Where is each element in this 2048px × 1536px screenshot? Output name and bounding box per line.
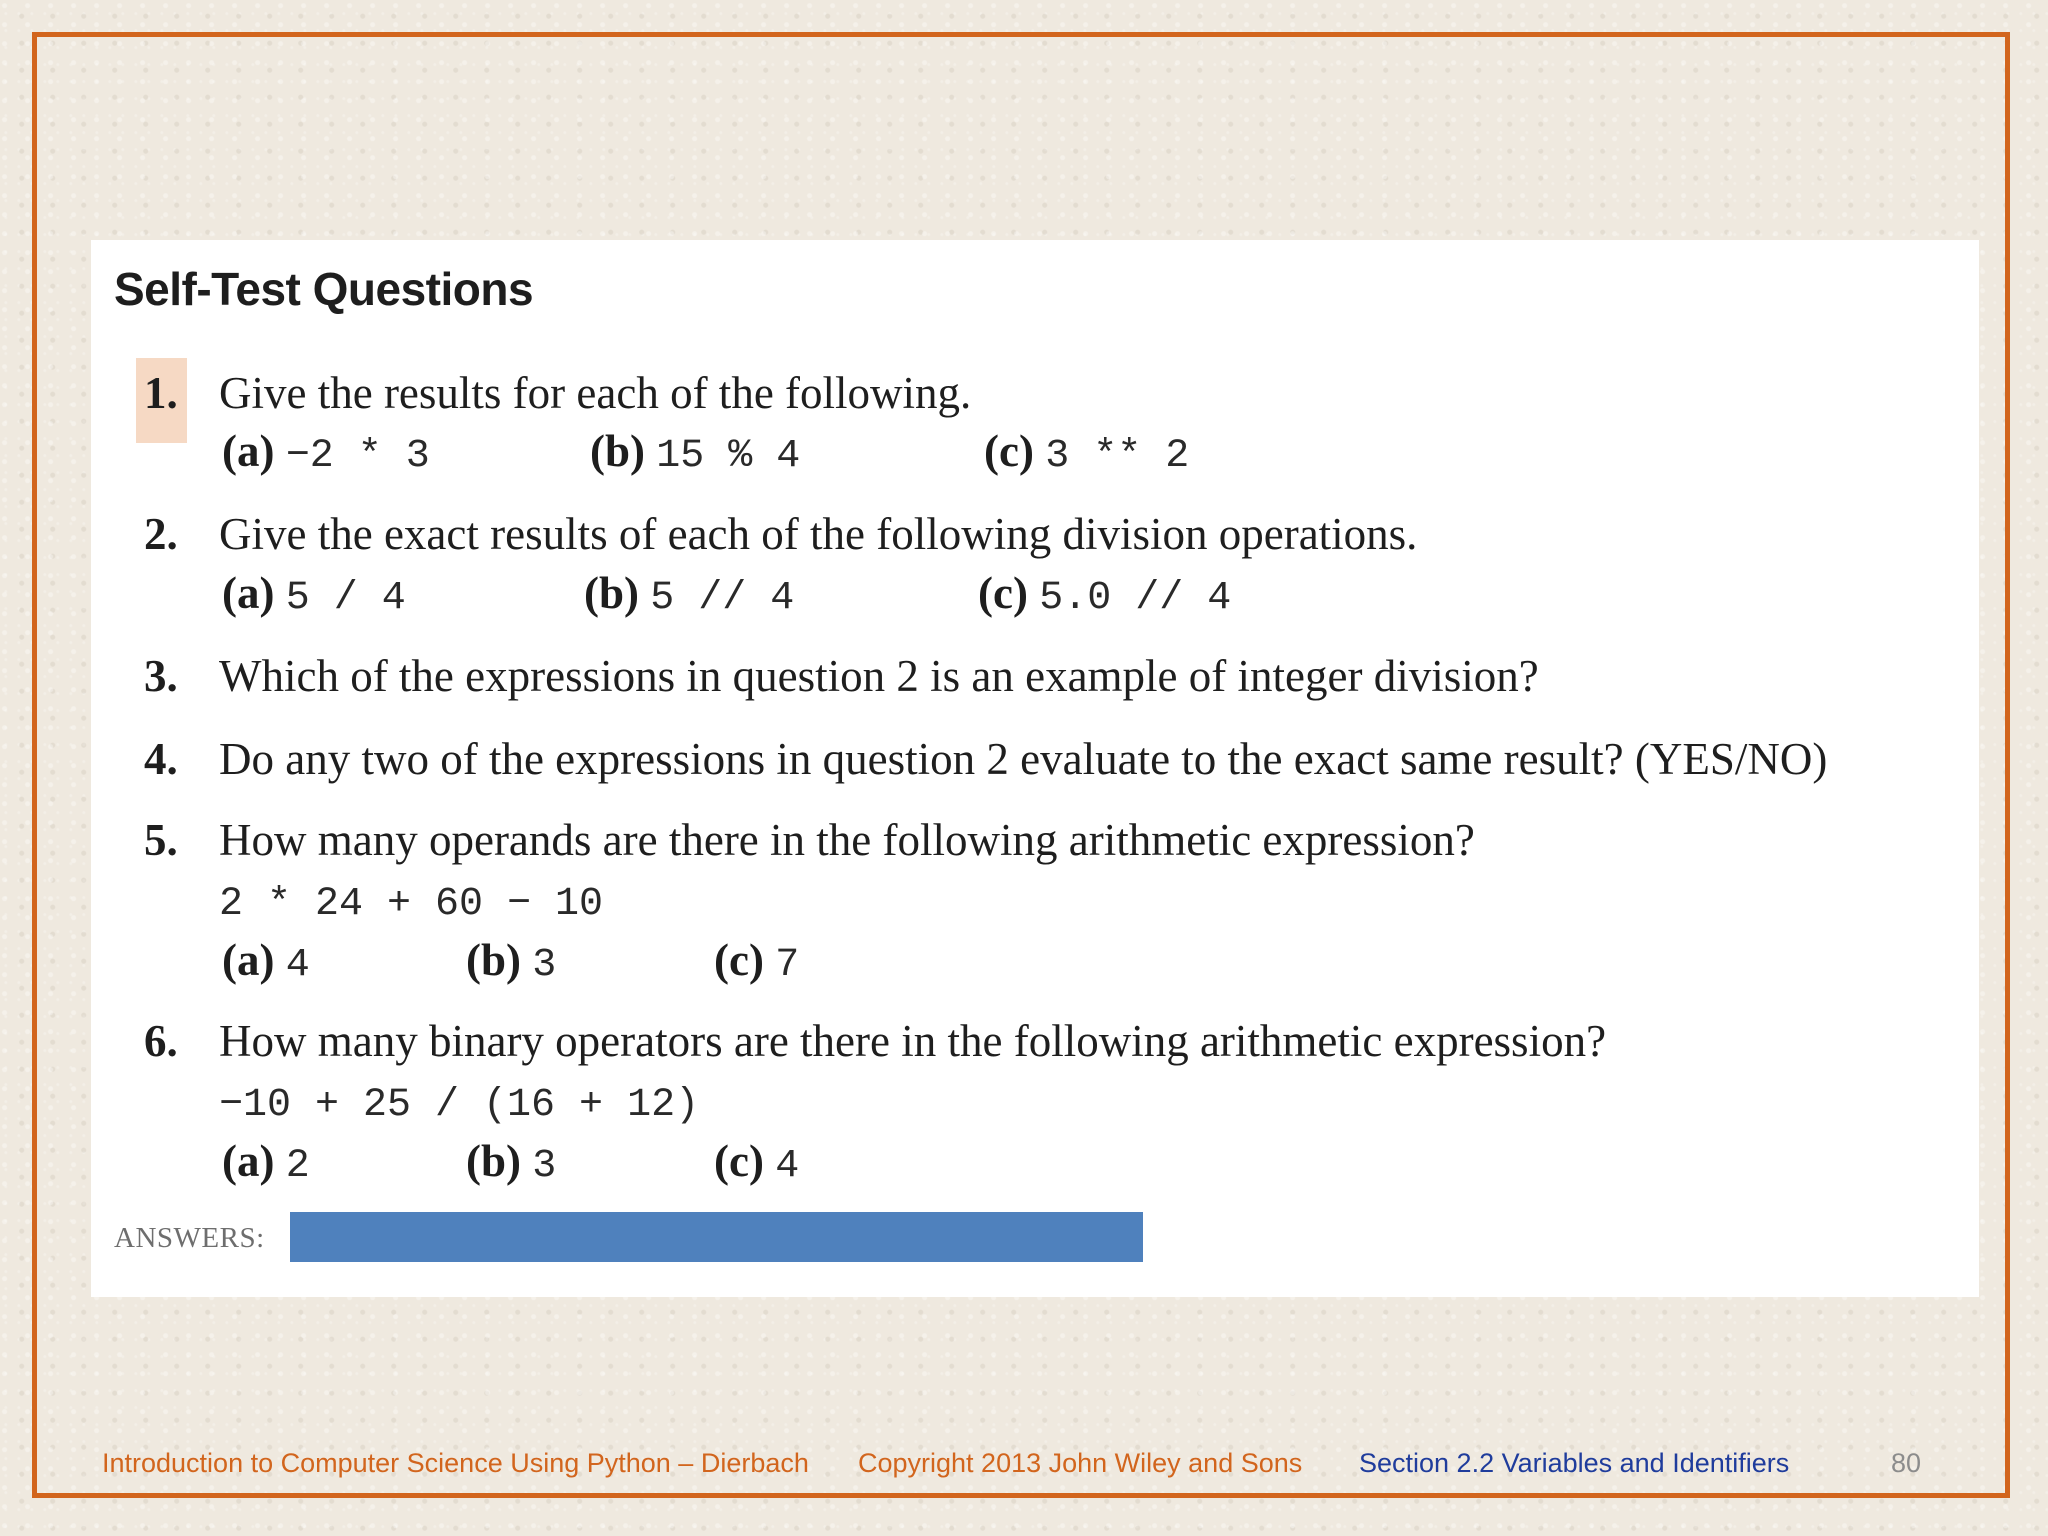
q5-option-c	[714, 934, 799, 988]
question-5-number: 5.	[144, 815, 178, 865]
q5-expression: 2 * 24 + 60 − 10	[219, 882, 604, 927]
q6-option-a	[222, 1135, 310, 1189]
option-code: 3	[532, 1144, 557, 1189]
option-code: 4	[285, 943, 310, 988]
option-code: 3 ** 2	[1045, 434, 1190, 479]
footer-copyright: Copyright 2013 John Wiley and Sons	[858, 1448, 1303, 1478]
question-1-text: Give the results for each of the following.	[219, 368, 972, 418]
option-code: 5 // 4	[650, 576, 795, 621]
q1-option-a	[222, 425, 430, 479]
self-test-panel	[91, 240, 1979, 1297]
question-3-number: 3.	[144, 651, 178, 701]
option-code: 2	[285, 1144, 310, 1189]
option-code: 3	[532, 943, 557, 988]
question-4-text: Do any two of the expressions in question 2 evaluate to the exact same result? (YES/NO)	[219, 734, 1828, 784]
option-code: 7	[775, 943, 800, 988]
panel-title: Self-Test Questions	[114, 263, 534, 315]
option-label: (a)	[222, 568, 275, 618]
answers-label: ANSWERS:	[114, 1222, 265, 1254]
option-code: 4	[775, 1144, 800, 1189]
option-label: (a)	[222, 1136, 275, 1186]
q6-option-c	[714, 1135, 799, 1189]
option-code: −2 * 3	[285, 434, 430, 479]
option-label: (b)	[584, 568, 639, 618]
q1-option-b	[590, 425, 800, 479]
q2-option-b	[584, 567, 794, 621]
option-label: (c)	[714, 1136, 764, 1186]
footer-page-number: 80	[1891, 1448, 1922, 1478]
question-6-text: How many binary operators are there in the following arithmetic expression?	[219, 1016, 1607, 1066]
footer-book-title: Introduction to Computer Science Using Python – Dierbach	[102, 1448, 809, 1478]
option-label: (b)	[466, 1136, 521, 1186]
option-label: (b)	[466, 935, 521, 985]
question-1-number: 1.	[144, 368, 178, 418]
option-code: 5 / 4	[285, 576, 406, 621]
option-label: (c)	[714, 935, 764, 985]
question-6-number: 6.	[144, 1016, 178, 1066]
q2-option-c	[978, 567, 1231, 621]
q5-option-a	[222, 934, 310, 988]
option-label: (b)	[590, 426, 645, 476]
q6-expression: −10 + 25 / (16 + 12)	[219, 1083, 700, 1128]
q2-option-a	[222, 567, 406, 621]
option-label: (a)	[222, 935, 275, 985]
question-2-text: Give the exact results of each of the following division operations.	[219, 509, 1418, 559]
q5-option-b	[466, 934, 556, 988]
question-5-text: How many operands are there in the following arithmetic expression?	[219, 815, 1475, 865]
answers-cover-bar[interactable]	[290, 1212, 1143, 1262]
question-2-number: 2.	[144, 509, 178, 559]
q6-option-b	[466, 1135, 556, 1189]
footer-section: Section 2.2 Variables and Identifiers	[1359, 1448, 1790, 1478]
question-3-text: Which of the expressions in question 2 is an example of integer division?	[219, 651, 1539, 701]
option-label: (c)	[984, 426, 1034, 476]
option-code: 5.0 // 4	[1039, 576, 1232, 621]
option-label: (a)	[222, 426, 275, 476]
option-code: 15 % 4	[656, 434, 801, 479]
option-label: (c)	[978, 568, 1028, 618]
q1-option-c	[984, 425, 1189, 479]
question-4-number: 4.	[144, 734, 178, 784]
